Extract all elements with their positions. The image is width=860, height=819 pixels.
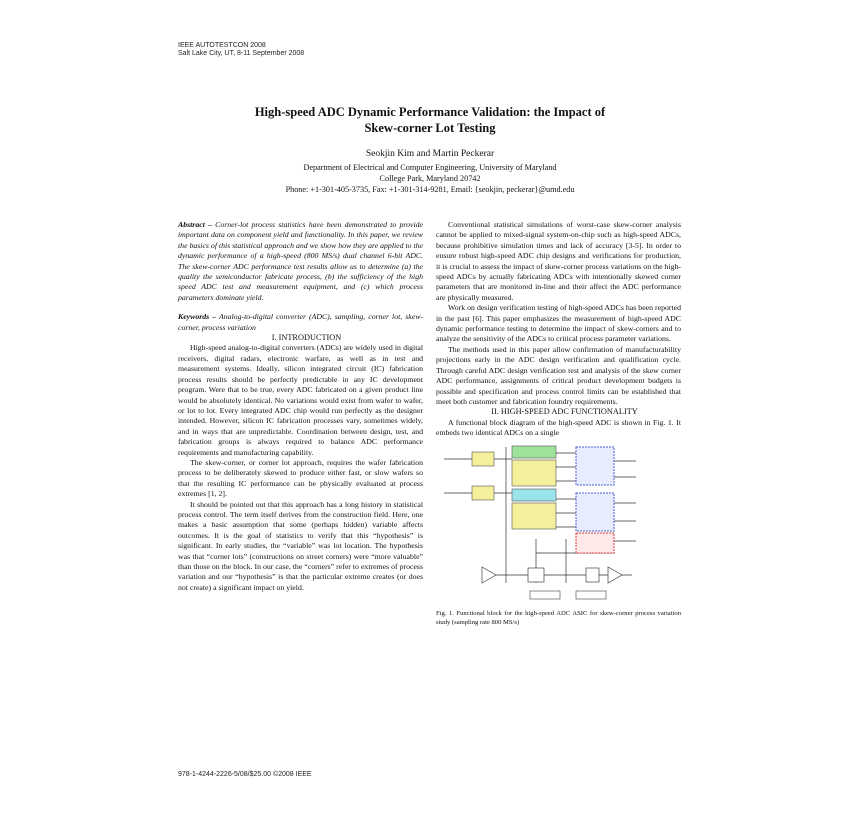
affiliation: [0, 162, 860, 195]
right-paragraph-4: A functional block diagram of the high-speed ADC is shown in Fig. 1. It embeds two identical ADCs on a single: [436, 417, 681, 438]
copyright-footer: 978-1-4244-2226-5/08/$25.00 ©2008 IEEE: [178, 771, 312, 778]
abstract: [178, 220, 423, 303]
intro-paragraph-1: High-speed analog-to-digital converters (ADCs) are widely used in digital receivers, digital radars, electronic warfare, as well as in test and measurement systems. Ideally, silicon integrated circuit (IC) fabrication process results should be perfectly predictable in any IC development program. Were that to be true, every ADC fabricated on a given product line would be absolutely identical. No variations would exist from wafer to wafer, or lot to lot. Every integrated ADC chip would run perfectly as the designer intended. However, silicon IC fabrication processes vary, sometimes widely, and in ways that are unpredictable. Coordination between design, test, and fabrication groups is always required to balance ADC performance requirements and manufacturing capability.: [178, 343, 423, 457]
sample-hold-block: [512, 489, 556, 501]
right-paragraph-3: The methods used in this paper allow confirmation of manufacturability projections early in the ADC design verification and qualification cycle. Through careful ADC design verification test and analysis of the skew corner ADC performance, assignments of critical product development budgets is possible and specification and process control limits can be established that meet both customer and fabrication foundry requirements.: [436, 344, 681, 406]
conference-location: Salt Lake City, UT, 8-11 September 2008: [178, 50, 305, 57]
title-line-2: Skew-corner Lot Testing: [364, 121, 496, 135]
right-paragraph-2: Work on design verification testing of high-speed ADCs has been reported in the past [6]. This paper emphasizes the measurement of high-speed ADC dynamic performance testing to determine the impact of skew-corners and to analyze the sensitivity of the ADCs to critical process parameter variations.: [436, 303, 681, 344]
clock-divider-block: [528, 568, 544, 582]
conference-header: [178, 42, 304, 58]
adc-core-block: [512, 503, 556, 529]
keywords: [178, 312, 423, 333]
affiliation-contact: Phone: +1-301-405-3735, Fax: +1-301-314-9281, Email: {seokjin, peckerar}@umd.edu: [285, 185, 575, 194]
control-block: [576, 591, 606, 599]
demux-block: [576, 493, 614, 531]
affiliation-city: College Park, Maryland 20742: [379, 174, 481, 183]
abstract-label: Abstract –: [178, 220, 212, 229]
conference-name: IEEE AUTOTESTCON 2008: [178, 42, 266, 49]
abstract-text: Corner-lot process statistics have been demonstrated to provide important data on component yield and functionality. In this paper, we review the basics of this statistical approach and we show how they are applied to the dynamic performance of a high-speed (800 MS/s) dual channel 6-bit ADC. The skew-corner ADC performance test results allow us to determine (a) the quality the semiconductor fabricate process, (b) the sufficiency of the high speed ADC test and measurement equipment, and (c) which process parameters dominate yield.: [178, 220, 424, 302]
section-heading-functionality: II. HIGH-SPEED ADC FUNCTIONALITY: [491, 407, 638, 417]
title-line-1: High-speed ADC Dynamic Performance Validation: the Impact of: [254, 105, 606, 119]
affiliation-dept: Department of Electrical and Computer Engineering, University of Maryland: [303, 163, 557, 172]
section-heading-introduction: I. INTRODUCTION: [271, 333, 342, 343]
right-column: [436, 220, 681, 627]
intro-paragraph-2: The skew-corner, or corner lot approach, requires the wafer fabrication process to be deliberately skewed to produce either fast, or slow wafers so that the resulting IC performance can be physically evaluated at process extremes [1, 2].: [178, 457, 423, 499]
fig1-block-diagram: [436, 443, 681, 609]
clock-block: [586, 568, 599, 582]
test-block: [576, 533, 614, 553]
adc-core-block: [512, 460, 556, 486]
right-paragraph-1: Conventional statistical simulations of worst-case skew-corner analysis cannot be applied to mixed-signal system-on-chip such as high-speed ADCs, because prohibitive simulation times and lack of accuracy [3-5]. In order to ensure robust high-speed ADC chip designs and verifications for production, it is crucial to assess the impact of skew-corner process variations on the high-speed ADCs by actually fabricating ADCs with intentionally skewed corner parameters that are monitored in-line and their affect the ADC performance are physically measured.: [436, 220, 681, 302]
authors: Seokjin Kim and Martin Peckerar: [365, 149, 495, 159]
paper-title: [0, 104, 860, 136]
keywords-label: Keywords –: [178, 312, 217, 322]
left-column: [178, 220, 423, 593]
figure-caption: Fig. 1. Functional block for the high-speed ADC ASIC for skew-corner process variation study (sampling rate 800 MS/s): [436, 609, 681, 626]
sample-hold-block: [512, 446, 556, 458]
input-buffer-block: [472, 486, 494, 500]
intro-paragraph-3: It should be pointed out that this approach has a long history in statistical process control. The term itself derives from the construction field. Here, one makes a basic assumption that some (perhaps hidden) variable affects outcomes. It is the goal of statistics to verify that this “hypothesis” is significant. In early studies, the “variable” was lot location. The hypothesis was that “corner lots” (constructions on street corners) were “more valuable” than those on the block. In our case, the “corners” refer to extremes of process variation and our “hypothesis” is that the particular extreme creates (or does not create) a significant impact on yield.: [178, 499, 423, 592]
figure-background: [436, 443, 681, 609]
demux-block: [576, 447, 614, 485]
keywords-text: Analog-to-digital converter (ADC), sampling, corner lot, skew-corner, process variation: [178, 312, 423, 332]
control-block: [530, 591, 560, 599]
input-buffer-block: [472, 452, 494, 466]
